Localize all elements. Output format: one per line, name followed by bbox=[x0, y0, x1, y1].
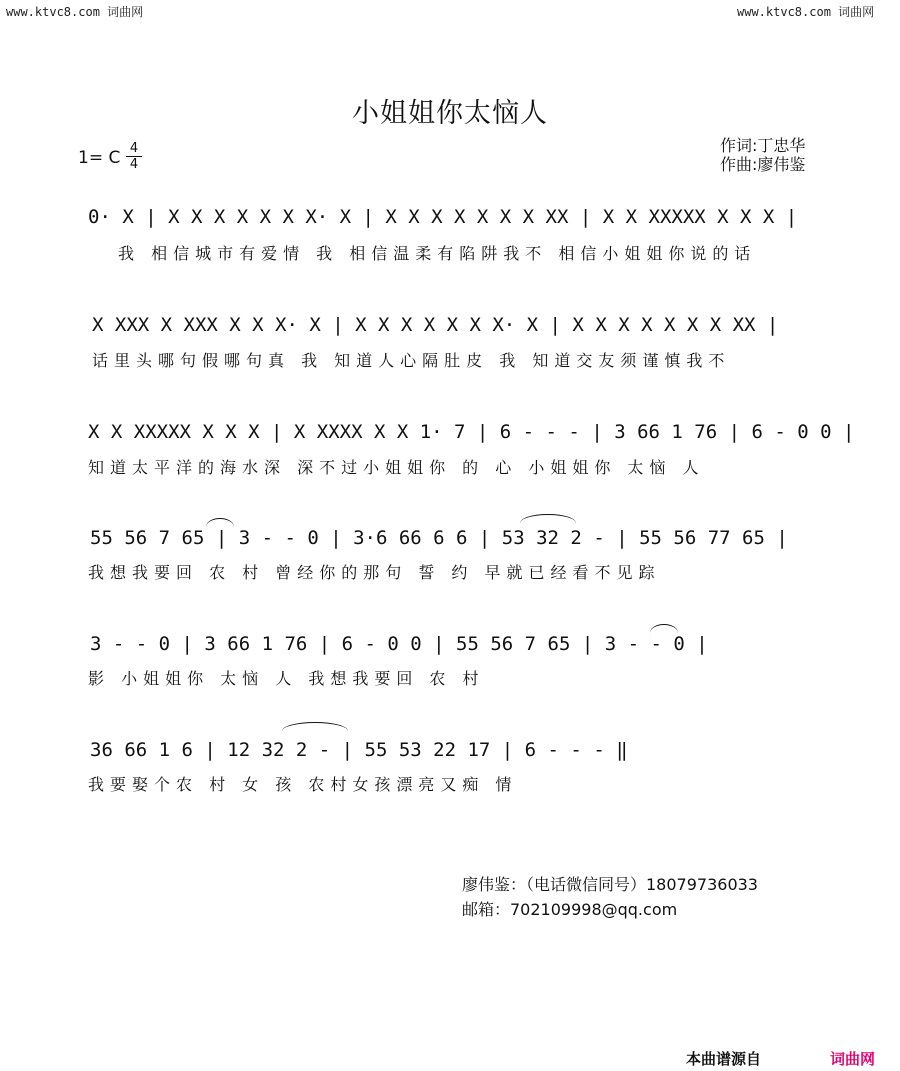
notes-line-3: X X XXXXX X X X | X XXXX X X 1· 7 | 6 - - - | 3 66 1 76 | 6 - 0 0 | bbox=[88, 421, 855, 443]
lyricist-credit: 作词:丁忠华 bbox=[720, 136, 806, 155]
footer-source-label: 本曲谱源自 bbox=[686, 1050, 762, 1068]
lyrics-line-3: 知道太平洋的海水深 深不过小姐姐你 的 心 小姐姐你 太恼 人 bbox=[88, 458, 705, 477]
notes-line-5: 3 - - 0 | 3 66 1 76 | 6 - 0 0 | 55 56 7 65 | 3 - - 0 | bbox=[90, 633, 708, 655]
notes-line-6: 36 66 1 6 | 12 32 2 - | 55 53 22 17 | 6 - - - ‖ bbox=[90, 739, 628, 761]
contact-email: 邮箱：702109998@qq.com bbox=[462, 900, 678, 919]
lyrics-line-2: 话里头哪句假哪句真 我 知道人心隔肚皮 我 知道交友须谨慎我不 bbox=[92, 351, 731, 370]
slur-mark bbox=[282, 722, 348, 731]
notes-line-2: X XXX X XXX X X X· X | X X X X X X X· X | X X X X X X X XX | bbox=[92, 314, 779, 336]
lyrics-line-6: 我要娶个农 村 女 孩 农村女孩漂亮又痴 情 bbox=[88, 775, 518, 794]
key-signature: 1= C bbox=[78, 148, 121, 168]
time-signature bbox=[126, 142, 142, 171]
lyrics-line-5: 影 小姐姐你 太恼 人 我想我要回 农 村 bbox=[88, 669, 485, 688]
slur-mark bbox=[206, 518, 234, 527]
lyrics-line-4: 我想我要回 农 村 曾经你的那句 誓 约 早就已经看不见踪 bbox=[88, 563, 661, 582]
composer-credit: 作曲:廖伟鉴 bbox=[720, 155, 806, 174]
time-signature-bottom: 4 bbox=[129, 157, 139, 172]
time-signature-top: 4 bbox=[129, 141, 139, 156]
watermark-left: www.ktvc8.com 词曲网 bbox=[6, 5, 144, 19]
contact-phone: 廖伟鉴：（电话微信同号）18079736033 bbox=[462, 875, 758, 894]
watermark-right: www.ktvc8.com 词曲网 bbox=[737, 5, 875, 19]
lyrics-line-1: 我 相信城市有爱情 我 相信温柔有陷阱我不 相信小姐姐你说的话 bbox=[118, 244, 757, 263]
song-title: 小姐姐你太恼人 bbox=[352, 98, 548, 129]
footer-site-link[interactable]: 词曲网 bbox=[830, 1050, 876, 1068]
notes-line-4: 55 56 7 65 | 3 - - 0 | 3·6 66 6 6 | 53 32 2 - | 55 56 77 65 | bbox=[90, 527, 788, 549]
slur-mark bbox=[650, 624, 678, 633]
notes-line-1: 0· X | X X X X X X X· X | X X X X X X X XX | X X XXXXX X X X | bbox=[88, 206, 798, 228]
slur-mark bbox=[520, 514, 576, 523]
